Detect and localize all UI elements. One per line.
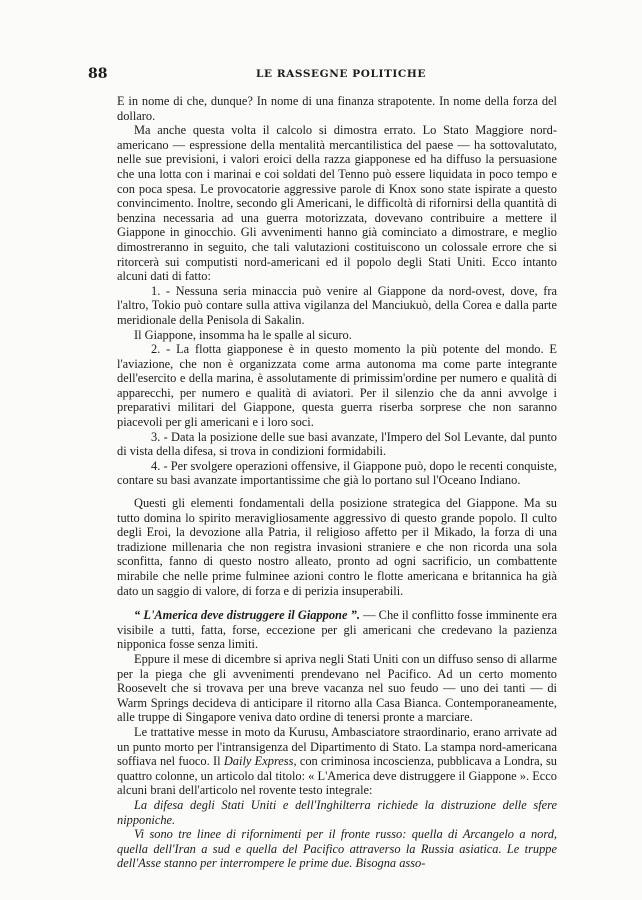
list-item: 3. - Data la posizione delle sue basi avanzate, l'Impero del Sol Levante, dal punto di vista della difesa, si trova in condizioni formidabili. — [117, 429, 557, 459]
article-body — [117, 94, 557, 871]
paragraph: Il Giappone, insomma ha le spalle al sicuro. — [134, 327, 352, 342]
list-item: 2. - La flotta giapponese è in questo momento la più potente del mondo. E l'aviazione, che non è organizzata come arma autonoma ma come parte integrante dell'esercito e della marina, è assolutamente di primissim'ordine per numero e qualità di apparecchi, per numero e qualità di aviatori. Per il silenzio che da anni avvolge i preparativi militari del Giappone, questa guerra riserba sorprese che non saranno piacevoli per gli americani e i loro soci. — [117, 342, 557, 430]
text-run: Le trattative messe in moto da Kurusu, Ambasciatore straordinario, erano arrivate ad un punto morto per l'intransigenza del Dipartimento di Stato. La stampa nord-americana soffiava nel fuoco. Il — [117, 724, 557, 769]
paragraph: E in nome di che, dunque? In nome di una finanza strapotente. In nome della forza del dollaro. — [117, 94, 557, 123]
text-run: , con criminosa incoscienza, pubblicava a Londra, su quattro colonne, un articolo dal titolo: « L'America deve distruggere il Giappone ». Ecco alcuni brani dell'articolo nel rovente testo integrale: — [117, 754, 557, 798]
page-number: 88 — [88, 66, 108, 82]
quoted-paragraph: Vi sono tre linee di rifornimenti per il fronte russo: quella di Arcangelo a nord, quella dell'Iran a sud e quella del Pacifico attraverso la Russia asiatica. Le truppe dell'Asse stanno per interrompere le prime due. Bisogna asso- — [117, 827, 557, 871]
newspaper-name: Daily Express — [223, 754, 294, 769]
page-header — [88, 66, 554, 86]
paragraph: Eppure il mese di dicembre si apriva negli Stati Uniti con un diffuso senso di allarme per la piega che gli avvenimenti prendevano nel Pacifico. Ad un certo momento Roosevelt che si trovava per una breve vacanza nel suo feudo — uno dei tanti — di Warm Springs decideva di anticipare il ritorno alla Casa Bianca. Contemporaneamente, alle truppe di Singapore veniva dato ordine di tenersi pronte a marciare. — [117, 651, 557, 725]
paragraph: Questi gli elementi fondamentali della posizione strategica del Giappone. Ma su tutto domina lo spirito meravigliosamente aggressivo di questo grande popolo. Il culto degli Eroi, la devozione alla Patria, il religioso affetto per il Mikado, la forza di una tradizione millenaria che non registra invasioni straniere e che non ricorda una sola sconfitta, fanno di questo nostro alleato, pronto ad ogni sacrificio, un combattente mirabile che nelle prime fulminee azioni contro le flotte americana e britannica ha già dato un saggio di valore, di forza e di perizia insuperabili. — [117, 496, 557, 598]
paragraph: Ma anche questa volta il calcolo si dimostra errato. Lo Stato Maggiore nord-americano — espressione della mentalità mercantilistica del paese — ha sottovalutato, nelle sue previsioni, i valori eroici della razza giapponese ed ha diffuso la persuasione che una lotta con i marinai e coi soldati del Tenno può essere liquidata in poco tempo e con poca spesa. Le provocatorie aggressive parole di Knox sono state ispirate a questo convincimento. Inoltre, secondo gli Americani, le difficoltà di rifornirsi della quantità di benzina necessaria ad una guerra motorizzata, dovevano contribuire a mettere il Giappone in ginocchio. Gli avvenimenti hanno già cominciato a dimostrare, e meglio dimostreranno in seguito, che tali valutazioni costituiscono un colossale errore che si ritorcerà sui computisti nord-americani ed il popolo degli Stati Uniti. Ecco intanto alcuni dati di fatto: — [117, 123, 557, 284]
section-title: “ L'America deve distruggere il Giappone ”. — [134, 608, 360, 623]
section-lead: — Che il conflitto fosse imminente era visibile a tutti, fatta, forse, eccezione per gli americani che credevano la pazienza nipponica fosse senza limiti. — [117, 608, 557, 652]
list-item: 4. - Per svolgere operazioni offensive, il Giappone può, dopo le recenti conquiste, contare su basi avanzate importantissime che già lo portano sul l'Oceano Indiano. — [117, 458, 557, 488]
quoted-paragraph: La difesa degli Stati Uniti e dell'Inghilterra richiede la distruzione delle sfere nipponiche. — [117, 797, 557, 827]
section-paragraph — [117, 608, 557, 652]
paragraph — [117, 725, 557, 798]
running-title: LE RASSEGNE POLITICHE — [256, 68, 427, 80]
list-item: 1. - Nessuna seria minaccia può venire al Giappone da nord-ovest, dove, fra l'altro, Tokio può contare sulla attiva vigilanza del Manciukuò, della Corea e dalla parte meridionale della Penisola di Sakalin. — [117, 283, 557, 327]
